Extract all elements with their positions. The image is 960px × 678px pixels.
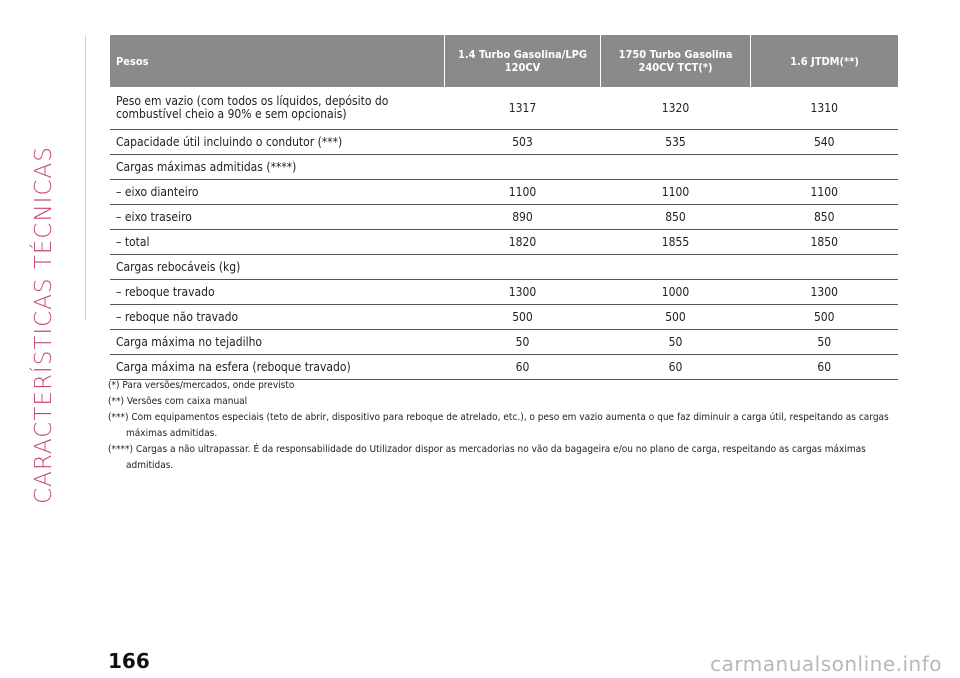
row-label: – eixo dianteiro <box>110 180 445 205</box>
header-engine-3: 1.6 JTDM(**) <box>751 35 899 87</box>
row-value: 1320 <box>601 87 751 130</box>
header-pesos: Pesos <box>110 35 445 87</box>
row-value <box>445 255 601 280</box>
table-row <box>110 305 898 330</box>
row-value <box>751 255 899 280</box>
row-label: Carga máxima na esfera (reboque travado) <box>110 355 445 380</box>
footnote-3: (***) Com equipamentos especiais (teto de abrir, dispositivo para reboque de atrelado, etc.), o peso em vazio aumenta o que faz diminuir a carga útil, respeitando as cargas máximas admitidas. <box>108 412 889 439</box>
row-value: 60 <box>601 355 751 380</box>
table-row <box>110 230 898 255</box>
footnote-2: (**) Versões com caixa manual <box>108 396 248 407</box>
table-row <box>110 205 898 230</box>
weights-table <box>110 35 898 380</box>
table-row <box>110 280 898 305</box>
row-label: Cargas máximas admitidas (****) <box>110 155 445 180</box>
section-title-text: CARACTERÍSTICAS TÉCNICAS <box>31 146 57 504</box>
row-value: 60 <box>751 355 899 380</box>
footnote-1: (*) Para versões/mercados, onde previsto <box>108 380 295 391</box>
row-value: 1300 <box>445 280 601 305</box>
row-value: 1310 <box>751 87 899 130</box>
row-value: 503 <box>445 130 601 155</box>
row-value: 1850 <box>751 230 899 255</box>
row-label: – reboque não travado <box>110 305 445 330</box>
row-value: 500 <box>445 305 601 330</box>
row-value <box>601 255 751 280</box>
row-value: 535 <box>601 130 751 155</box>
row-value: 50 <box>445 330 601 355</box>
row-label: Capacidade útil incluindo o condutor (***) <box>110 130 445 155</box>
table-row <box>110 155 898 180</box>
header-engine-2: 1750 Turbo Gasolina 240CV TCT(*) <box>601 35 751 87</box>
row-value: 850 <box>751 205 899 230</box>
row-value <box>601 155 751 180</box>
footnotes <box>108 378 898 474</box>
table-row <box>110 180 898 205</box>
row-value: 1820 <box>445 230 601 255</box>
row-value: 850 <box>601 205 751 230</box>
row-value: 500 <box>751 305 899 330</box>
row-value: 540 <box>751 130 899 155</box>
table-header-row <box>110 35 898 87</box>
watermark: carmanualsonline.info <box>710 652 942 676</box>
row-label: Cargas rebocáveis (kg) <box>110 255 445 280</box>
row-value: 60 <box>445 355 601 380</box>
table-row <box>110 330 898 355</box>
footnote-4: (****) Cargas a não ultrapassar. É da responsabilidade do Utilizador dispor as mercadorias no vão da bagageira e/ou no plano de carga, respeitando as cargas máximas admitidas. <box>108 444 866 471</box>
row-value: 1300 <box>751 280 899 305</box>
table-row <box>110 130 898 155</box>
row-value <box>445 155 601 180</box>
row-value: 1855 <box>601 230 751 255</box>
row-label: – reboque travado <box>110 280 445 305</box>
row-value: 50 <box>601 330 751 355</box>
row-label: – eixo traseiro <box>110 205 445 230</box>
row-value: 1317 <box>445 87 601 130</box>
row-value: 1000 <box>601 280 751 305</box>
table-row <box>110 255 898 280</box>
page-number: 166 <box>108 649 150 673</box>
header-engine-1: 1.4 Turbo Gasolina/LPG 120CV <box>445 35 601 87</box>
row-value: 1100 <box>445 180 601 205</box>
row-label: Peso em vazio (com todos os líquidos, depósito do combustível cheio a 90% e sem opcionais) <box>110 87 445 130</box>
row-label: Carga máxima no tejadilho <box>110 330 445 355</box>
row-value: 1100 <box>601 180 751 205</box>
table-row <box>110 355 898 380</box>
row-value: 1100 <box>751 180 899 205</box>
row-value: 890 <box>445 205 601 230</box>
row-value: 50 <box>751 330 899 355</box>
row-label: – total <box>110 230 445 255</box>
side-divider <box>85 35 86 320</box>
table-row <box>110 87 898 130</box>
row-value <box>751 155 899 180</box>
row-value: 500 <box>601 305 751 330</box>
